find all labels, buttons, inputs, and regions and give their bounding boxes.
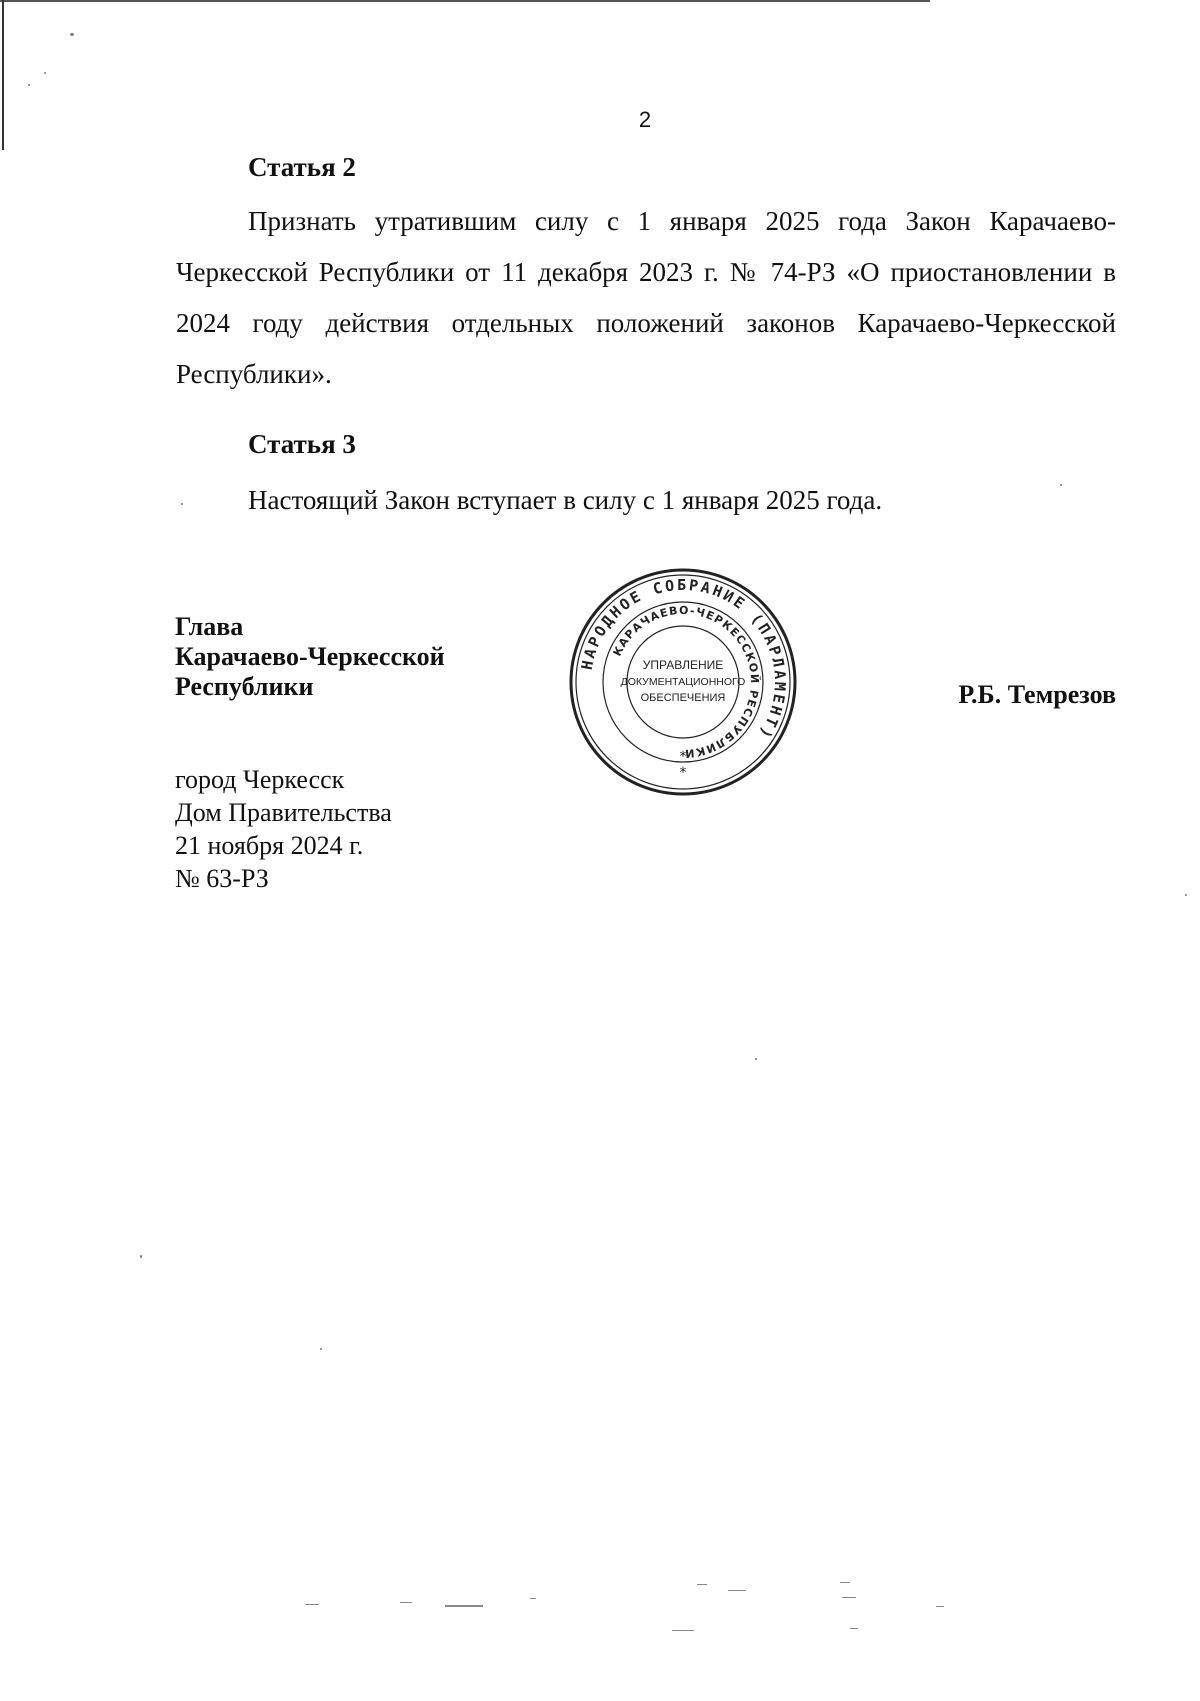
scan-dash <box>305 1604 319 1605</box>
seal-outer-text: НАРОДНОЕ СОБРАНИЕ (ПАРЛАМЕНТ) <box>577 575 790 744</box>
scan-speck <box>1185 894 1187 896</box>
seal-center-line: УПРАВЛЕНИЕ <box>642 658 724 672</box>
scan-speck <box>44 72 46 74</box>
scan-dash <box>728 1590 746 1591</box>
article-2-heading: Статья 2 <box>248 152 356 182</box>
date-line: 21 ноября 2024 г. <box>175 831 364 860</box>
seal-center-line: ДОКУМЕНТАЦИОННОГО <box>620 676 746 688</box>
scan-dash <box>530 1598 536 1599</box>
signatory-title <box>175 612 445 702</box>
article-3-heading: Статья 3 <box>248 429 356 459</box>
seal-star-icon: * <box>679 749 687 765</box>
place-and-date <box>175 763 392 895</box>
scan-dash <box>850 1628 858 1629</box>
scan-speck <box>70 33 74 36</box>
signatory-title-line: Глава <box>175 612 244 641</box>
scan-speck <box>28 84 30 86</box>
scan-dash <box>400 1602 412 1603</box>
place-line: город Черкесск <box>175 765 345 794</box>
seal-inner-text: КАРАЧАЕВО-ЧЕРКЕССКОЙ РЕСПУБЛИКИ <box>610 603 762 761</box>
article-3-text: Настоящий Закон вступает в силу с 1 января 2025 года. <box>248 485 883 515</box>
seal-star-icon: * <box>679 765 687 781</box>
signatory-title-line: Карачаево-Черкесской <box>175 642 445 671</box>
scan-speck <box>320 1348 322 1350</box>
scan-dash <box>936 1606 944 1607</box>
signatory-title-line: Республики <box>175 672 314 701</box>
scan-speck <box>140 1255 142 1258</box>
law-number-line: № 63-РЗ <box>175 864 269 893</box>
scan-edge-line <box>0 0 930 2</box>
scan-dash <box>445 1605 483 1607</box>
article-2-text: Признать утратившим силу с 1 января 2025 года Закон Карачаево-Черкесской Республики от 11 декабря 2023 г. № 74-РЗ «О приостановлении в 2024 году действия отдельных положений законов Карачаево-Черкесской Республики». <box>176 206 1116 389</box>
signer-name: Р.Б. Темрезов <box>958 680 1116 709</box>
seal-center-line: ОБЕСПЕЧЕНИЯ <box>640 692 726 704</box>
scan-dash <box>672 1630 694 1631</box>
page-number: 2 <box>638 107 652 132</box>
scan-dash <box>697 1584 707 1585</box>
place-line: Дом Правительства <box>175 798 392 827</box>
scan-speck <box>755 1058 757 1060</box>
scan-dash <box>842 1597 856 1598</box>
official-seal-stamp <box>567 566 799 798</box>
scan-dash <box>840 1582 850 1583</box>
